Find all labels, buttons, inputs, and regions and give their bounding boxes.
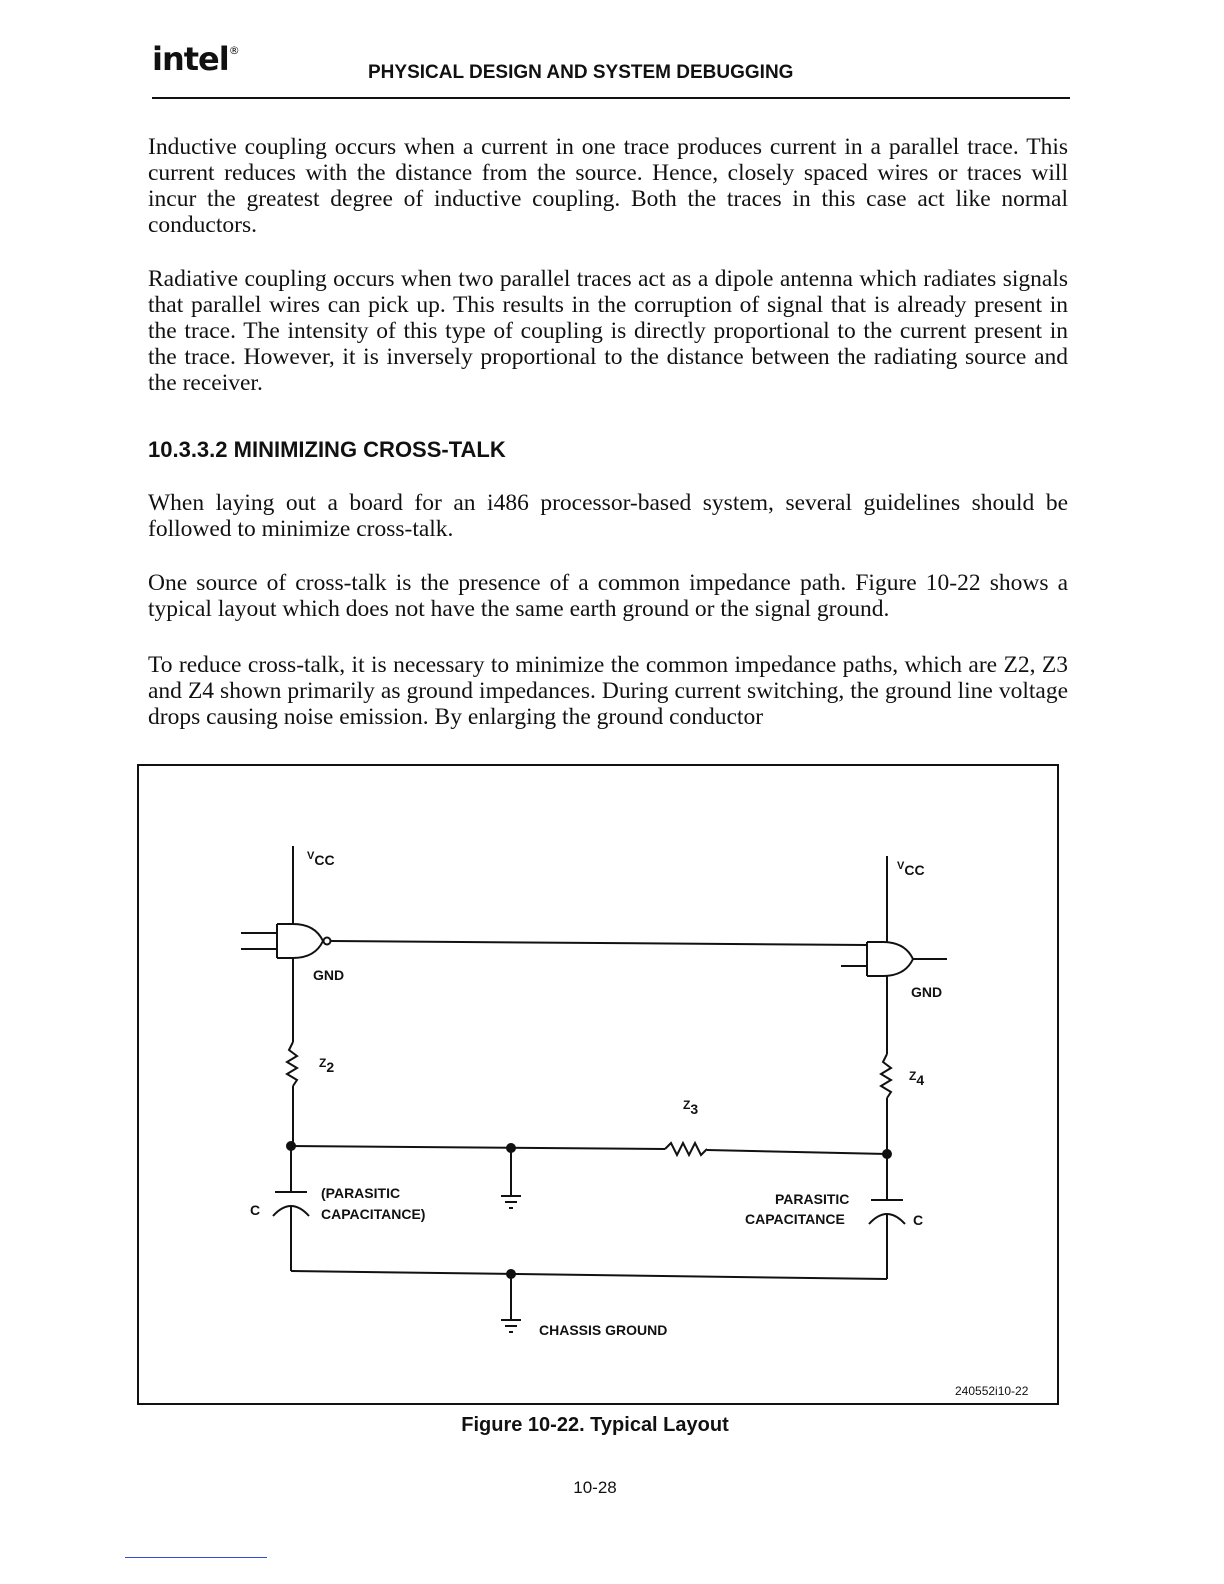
chassis-bus xyxy=(291,1271,887,1279)
footer-line xyxy=(125,1557,267,1558)
vcc-left-label: $^V$CC xyxy=(307,850,335,868)
c-left-label: C xyxy=(250,1202,261,1218)
parasitic-left-line1: (PARASITIC xyxy=(321,1185,401,1201)
intel-logo: intel® xyxy=(152,40,239,78)
page-number: 10-28 xyxy=(573,1478,617,1497)
z4-label: Z4 xyxy=(909,1069,925,1088)
z2-label: Z2 xyxy=(319,1056,335,1075)
figure-typical-layout xyxy=(137,764,1060,1406)
running-head: PHYSICAL DESIGN AND SYSTEM DEBUGGING xyxy=(368,62,794,83)
gnd-left-label: GND xyxy=(313,967,345,983)
paragraph-inductive-coupling: Inductive coupling occurs when a current in one trace produces current in a parallel trace. This current reduces with the distance from the source. Hence, closely spaced wires or traces will incur the greatest degree of inductive coupling. Both the traces in this case act like normal conductors. xyxy=(148,134,1068,238)
section-title: 10.3.3.2 MINIMIZING CROSS-TALK xyxy=(148,437,506,462)
gnd-right-label: GND xyxy=(911,984,943,1000)
z2-resistor xyxy=(287,1042,297,1086)
paragraph-reduce-cross-talk: To reduce cross-talk, it is necessary to minimize the common impedance paths, which are Z2, Z3 and Z4 shown primarily as ground impedances. During current switching, the ground line voltage drops causing noise emission. By enlarging the ground conductor xyxy=(148,652,1068,730)
c-right-label: C xyxy=(913,1212,924,1228)
chassis-ground-label: CHASSIS GROUND xyxy=(539,1322,668,1338)
parasitic-right-line2: CAPACITANCE xyxy=(745,1211,845,1227)
paragraph-common-impedance: One source of cross-talk is the presence of a common impedance path. Figure 10-22 shows a typical layout which does not have the same earth ground or the signal ground. xyxy=(148,570,1068,622)
header-rule xyxy=(152,97,1070,99)
paragraph-layout-guidelines: When laying out a board for an i486 processor-based system, several guidelines should be followed to minimize cross-talk. xyxy=(148,490,1068,542)
z3-resistor xyxy=(665,1143,707,1155)
left-gate-symbol xyxy=(277,924,323,958)
figure-id: 240552i10-22 xyxy=(955,1384,1029,1398)
parasitic-left-line2: CAPACITANCE) xyxy=(321,1206,426,1222)
right-gate-symbol xyxy=(867,942,913,976)
registered-mark: ® xyxy=(228,44,239,57)
ground-bus-left xyxy=(289,1146,665,1149)
parasitic-right-line1: PARASITIC xyxy=(775,1191,850,1207)
ground-bus-right xyxy=(707,1150,887,1154)
figure-caption: Figure 10-22. Typical Layout xyxy=(461,1414,729,1436)
left-gate-bubble xyxy=(324,938,331,945)
paragraph-radiative-coupling: Radiative coupling occurs when two parallel traces act as a dipole antenna which radiates signals that parallel wires can pick up. This results in the corruption of signal that is already present in the trace. The intensity of this type of coupling is directly proportional to the current present in the trace. However, it is inversely proportional to the distance between the radiating source and the receiver. xyxy=(148,266,1068,396)
signal-trace xyxy=(331,941,867,945)
z3-label: Z3 xyxy=(683,1098,699,1117)
z4-resistor xyxy=(881,1054,891,1098)
vcc-right-label: $^V$CC xyxy=(897,860,925,878)
